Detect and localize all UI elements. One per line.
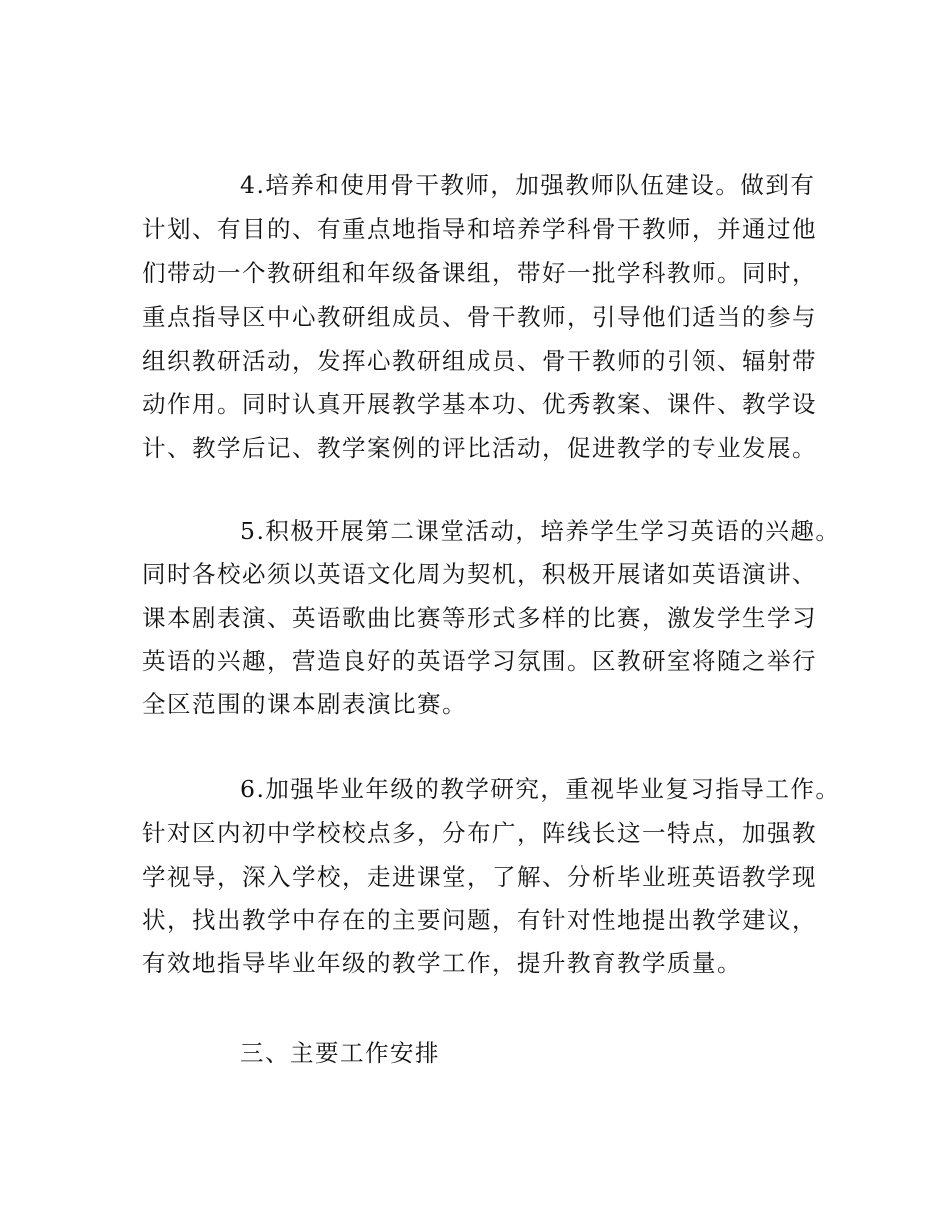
- paragraph-4-line-4: 重点指导区中心教研组成员、骨干教师，引导他们适当的参与: [142, 303, 817, 331]
- paragraph-4-line-2: 计划、有目的、有重点地指导和培养学科骨干教师，并通过他: [142, 215, 817, 243]
- paragraph-5-line-3: 课本剧表演、英语歌曲比赛等形式多样的比赛，激发学生学习: [142, 604, 817, 632]
- paragraph-4-line-7: 计、教学后记、教学案例的评比活动，促进教学的专业发展。: [142, 434, 817, 462]
- paragraph-6-line-5: 有效地指导毕业年级的教学工作，提升教育教学质量。: [142, 949, 742, 977]
- paragraph-5-line-5: 全区范围的课本剧表演比赛。: [142, 690, 467, 718]
- paragraph-4-line-6: 动作用。同时认真开展教学基本功、优秀教案、课件、教学设: [142, 390, 817, 418]
- paragraph-4-line-3: 们带动一个教研组和年级备课组，带好一批学科教师。同时，: [142, 259, 817, 287]
- paragraph-6-line-2: 针对区内初中学校校点多，分布广，阵线长这一特点，加强教: [142, 819, 817, 847]
- paragraph-5-line-2: 同时各校必须以英语文化周为契机，积极开展诸如英语演讲、: [142, 560, 817, 588]
- paragraph-6-line-4: 状，找出教学中存在的主要问题，有针对性地提出教学建议，: [142, 906, 817, 934]
- paragraph-6-line-3: 学视导，深入学校，走进课堂，了解、分析毕业班英语教学现: [142, 863, 817, 891]
- paragraph-5-line-1: 5.积极开展第二课堂活动，培养学生学习英语的兴趣。: [240, 517, 841, 545]
- paragraph-4-line-1: 4.培养和使用骨干教师，加强教师队伍建设。做到有: [240, 171, 816, 199]
- section-heading: 三、主要工作安排: [240, 1039, 440, 1067]
- paragraph-4-line-5: 组织教研活动，发挥心教研组成员、骨干教师的引领、辐射带: [142, 347, 817, 375]
- paragraph-5-line-4: 英语的兴趣，营造良好的英语学习氛围。区教研室将随之举行: [142, 647, 817, 675]
- paragraph-6-line-1: 6.加强毕业年级的教学研究，重视毕业复习指导工作。: [240, 775, 841, 803]
